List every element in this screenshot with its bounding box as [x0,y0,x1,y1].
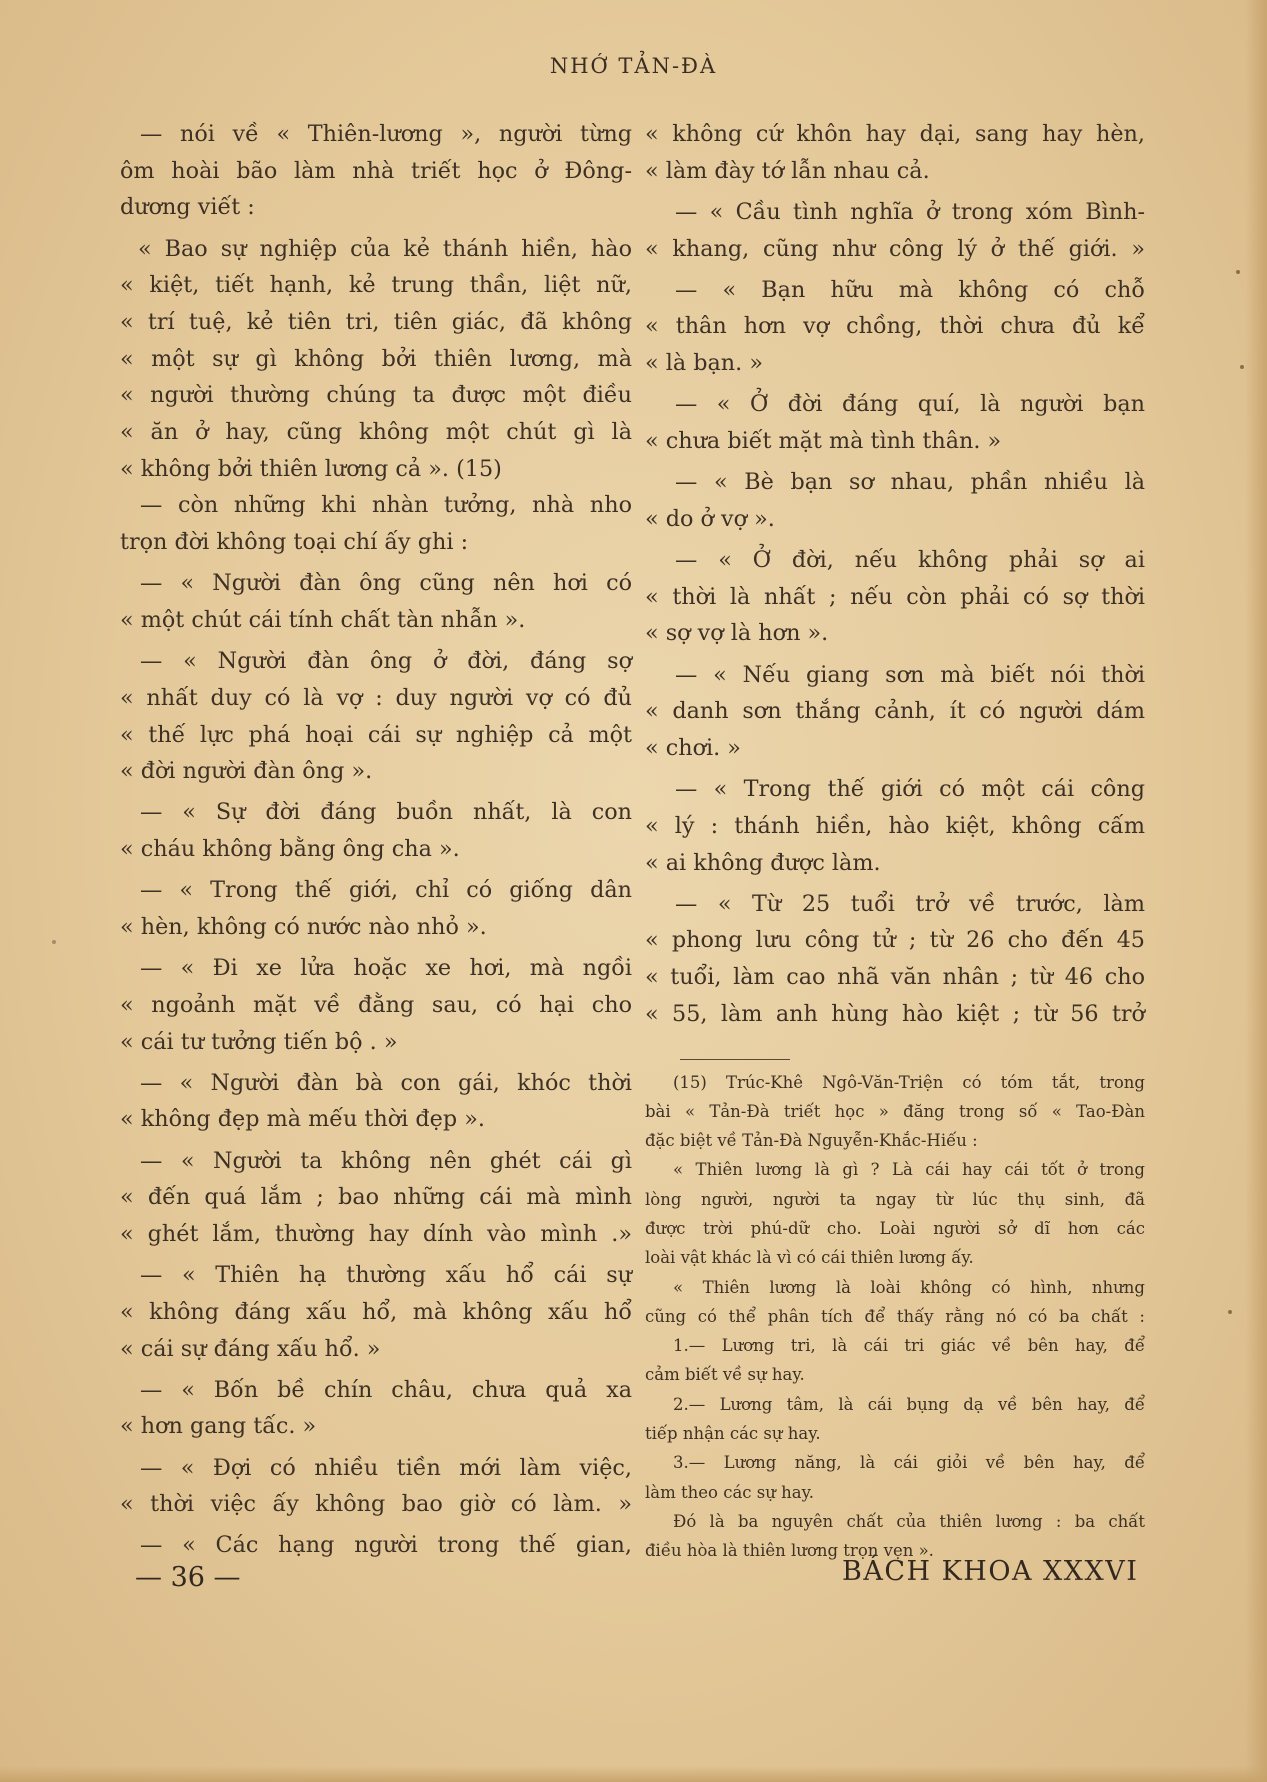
footnote-line: Đó là ba nguyên chất của thiên lương : ba chất [673,1511,1145,1531]
text-line: « danh sơn thắng cảnh, ít có người dám [645,698,1145,725]
text-line: — « Ở đời đáng quí, là người bạn [675,391,1145,418]
running-title: NHỚ TẢN-ĐÀ [549,54,718,78]
text-line: « thời là nhất ; nếu còn phải có sợ thời [645,583,1145,610]
text-line: — « Trong thế giới có một cái công [675,776,1145,803]
text-line: « không đẹp mà mếu thời đẹp ». [120,1106,485,1133]
text-line: « do ở vợ ». [645,505,775,532]
text-line: — « Thiên hạ thường xấu hổ cái sự [140,1262,632,1289]
text-line: « thế lực phá hoại cái sự nghiệp cả một [120,721,632,748]
magazine-issue: BÁCH KHOA XXXVI [842,1556,1139,1587]
footnote-line: 1.— Lương tri, là cái tri giác về bên hay, để [673,1336,1145,1356]
text-line: « trí tuệ, kẻ tiên tri, tiên giác, đã không [120,308,632,335]
footnote-line: « Thiên lương là gì ? Là cái hay cái tốt ở trong [673,1160,1145,1180]
paper-speck [1240,365,1244,369]
paper-speck [52,940,56,944]
text-line: « sợ vợ là hơn ». [645,620,829,647]
footnote-line: 2.— Lương tâm, là cái bụng dạ về bên hay, để [673,1394,1145,1414]
text-line: « thời việc ấy không bao giờ có làm. » [120,1491,632,1518]
text-line: — « Người ta không nên ghét cái gì [140,1147,632,1174]
text-line: « hơn gang tấc. » [120,1413,317,1440]
text-line: « chơi. » [645,735,741,761]
text-line: — « Bạn hữu mà không có chỗ [675,276,1145,303]
footnote-line: cũng có thể phân tích để thấy rằng nó có ba chất : [645,1306,1145,1326]
text-line: « đời người đàn ông ». [120,758,373,785]
text-line: — « Đi xe lửa hoặc xe hơi, mà ngồi [140,955,632,982]
footnote-line: tiếp nhận các sự hay. [645,1424,821,1444]
text-line: « ai không được làm. [645,849,881,876]
text-line: — « Người đàn bà con gái, khóc thời [140,1069,632,1096]
text-line: « chưa biết mặt mà tình thân. » [645,428,1002,454]
footnote-line: « Thiên lương là loài không có hình, nhưng [673,1277,1145,1297]
text-line: — « Người đàn ông ở đời, đáng sợ [140,648,632,675]
text-line: « ăn ở hay, cũng không một chút gì là [120,419,632,445]
text-line: — còn những khi nhàn tưởng, nhà nho [140,492,632,519]
paper-edge-bottom [0,1766,1267,1782]
text-line: « cái sự đáng xấu hổ. » [120,1335,381,1362]
text-line: « là bạn. » [645,350,763,377]
footnote-line: được trời phú-dữ cho. Loài người sở dĩ hơn các [645,1218,1145,1238]
text-line: dương viết : [120,194,255,221]
text-line: « tuổi, làm cao nhã văn nhân ; từ 46 cho [645,964,1145,991]
text-line: « cháu không bằng ông cha ». [120,836,460,863]
text-line: — « Nếu giang sơn mà biết nói thời [675,661,1145,688]
text-line: « kiệt, tiết hạnh, kẻ trung thần, liệt nữ, [120,272,632,299]
text-line: « một chút cái tính chất tàn nhẫn ». [120,606,526,633]
footnote-line: đặc biệt về Tản-Đà Nguyễn-Khắc-Hiếu : [645,1131,978,1151]
text-line: — « Từ 25 tuổi trở về trước, làm [675,890,1145,917]
text-line: — « Đợi có nhiều tiền mới làm việc, [140,1454,632,1481]
text-line: — « Người đàn ông cũng nên hơi có [140,570,632,597]
text-line: « nhất duy có là vợ : duy người vợ có đủ [120,684,632,711]
text-line: « phong lưu công tử ; từ 26 cho đến 45 [645,927,1145,954]
text-line: « không đáng xấu hổ, mà không xấu hổ [120,1298,632,1325]
text-line: — « Sự đời đáng buồn nhất, là con [140,799,632,826]
text-line: « Bao sự nghiệp của kẻ thánh hiền, hào [138,235,632,262]
text-line: « một sự gì không bởi thiên lương, mà [120,345,632,372]
text-line: trọn đời không toại chí ấy ghi : [120,529,469,556]
text-line: « làm đày tớ lẫn nhau cả. [645,157,930,184]
text-line: — « Các hạng người trong thế gian, [140,1532,632,1559]
text-line: « lý : thánh hiền, hào kiệt, không cấm [645,812,1145,839]
text-line: « không bởi thiên lương cả ». (15) [120,455,502,482]
footnote-block [645,1068,1145,1566]
text-line: — « Trong thế giới, chỉ có giống dân [140,877,632,904]
paper-speck [1236,270,1240,274]
text-line: « khang, cũng như công lý ở thế giới. » [645,235,1145,262]
footnote-line: loài vật khác là vì có cái thiên lương ấy. [645,1248,974,1268]
text-line: « cái tư tưởng tiến bộ . » [120,1028,398,1055]
text-line: — « Ở đời, nếu không phải sợ ai [675,547,1145,574]
footnote-line: lòng người, người ta ngay từ lúc thụ sinh, đã [645,1189,1145,1209]
page-number: — 36 — [135,1562,241,1593]
text-line: — nói về « Thiên-lương », người từng [140,121,632,147]
text-line: — « Bè bạn sơ nhau, phần nhiều là [675,469,1145,496]
text-line: « thân hơn vợ chồng, thời chưa đủ kể [645,313,1145,340]
footnote-divider [680,1059,790,1060]
text-line: « ngoảnh mặt về đằng sau, có hại cho [120,991,632,1018]
right-column [645,116,1145,1566]
footnote-line: (15) Trúc-Khê Ngô-Văn-Triện có tóm tắt, trong [673,1072,1145,1092]
paper-edge-right [1245,0,1267,1782]
footnote-line: bài « Tản-Đà triết học » đăng trong số « Tao-Đàn [645,1101,1145,1121]
text-line: « hèn, không có nước nào nhỏ ». [120,913,487,940]
text-line: — « Bốn bề chín châu, chưa quả xa [140,1376,632,1403]
footnote-line: 3.— Lương năng, là cái giỏi về bên hay, để [673,1453,1145,1473]
paper-speck [1228,1310,1232,1314]
text-line: — « Cầu tình nghĩa ở trong xóm Bình- [675,198,1145,225]
text-line: « đến quá lắm ; bao những cái mà mình [120,1184,632,1211]
text-line: « không cứ khôn hay dại, sang hay hèn, [645,121,1145,147]
footnote-line: cảm biết về sự hay. [645,1365,805,1385]
text-line: « người thường chúng ta được một điều [120,382,632,409]
footnote-line: làm theo các sự hay. [645,1482,814,1502]
text-line: « ghét lắm, thường hay dính vào mình .» [120,1220,632,1247]
text-line: ôm hoài bão làm nhà triết học ở Đông- [120,157,632,184]
footnote-line: điều hòa là thiên lương trọn vẹn ». [645,1541,934,1561]
text-line: « 55, làm anh hùng hào kiệt ; từ 56 trở [645,1000,1145,1027]
left-column [120,116,632,1564]
